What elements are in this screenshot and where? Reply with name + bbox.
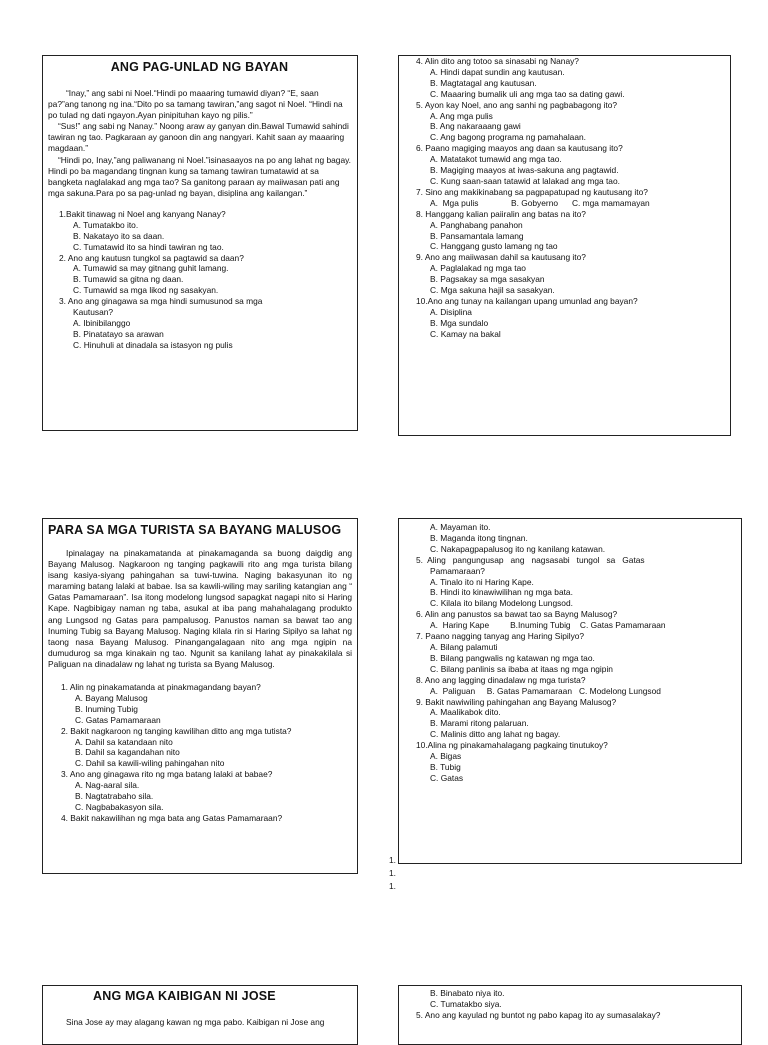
stray-number: 1. <box>389 868 396 878</box>
answer-option-row: A. Haring Kape B.Inuming Tubig C. Gatas Pamamaraan <box>430 620 666 631</box>
answer-option: C. Malinis ditto ang lahat ng bagay. <box>430 729 561 740</box>
answer-option: A. Tumawid sa may gitnang guhit lamang. <box>73 263 229 274</box>
answer-option: C. Kamay na bakal <box>430 328 501 339</box>
answer-option: A. Paglalakad ng mga tao <box>430 263 526 274</box>
answer-option: C. Hanggang gusto lamang ng tao <box>430 241 558 252</box>
answer-option: A. Ang mga pulis <box>430 110 493 121</box>
answer-option: C. Tumatakbo siya. <box>430 998 502 1009</box>
answer-option: A. Maalikabok dito. <box>430 707 501 718</box>
answer-option: C. Hinuhuli at dinadala sa istasyon ng pulis <box>73 339 233 350</box>
answer-option: A. Nag-aaral sila. <box>75 780 140 791</box>
worksheet-3-left <box>42 985 358 1045</box>
answer-option: A. Tinalo ito ni Haring Kape. <box>430 576 534 587</box>
answer-option: A. Disiplina <box>430 306 472 317</box>
answer-option: C. Tumatawid ito sa hindi tawiran ng tao. <box>73 241 224 252</box>
answer-option: C. Mga sakuna hajil sa sasakyan. <box>430 285 555 296</box>
worksheet-2-left <box>42 518 358 874</box>
answer-option: A. Hindi dapat sundin ang kautusan. <box>430 66 565 77</box>
question-text: 1.Bakit tinawag ni Noel ang kanyang Nanay? <box>59 208 226 219</box>
answer-option: A. Dahil sa katandaan nito <box>75 736 173 747</box>
answer-option-row: A. Paliguan B. Gatas Pamamaraan C. Modelong Lungsod <box>430 685 661 696</box>
answer-option: B. Nagtatrabaho sila. <box>75 791 154 802</box>
answer-option: B. Mga sundalo <box>430 317 489 328</box>
question-text: 8. Hanggang kalian paiiralin ang batas na ito? <box>416 208 586 219</box>
answer-option: C. Gatas <box>430 772 464 783</box>
question-text: 7. Paano nagging tanyag ang Haring Sipilyo? <box>416 631 585 642</box>
answer-option: A. Matatakot tumawid ang mga tao. <box>430 154 562 165</box>
story-paragraph-3: “Hindi po, Inay,”ang paliwanang ni Noel.”isinasaayos na po ang lahat ng bagay. Hindi po ba magandang tingnan kung sa tamang tawiran tumatawid at sa bangketa naglalakad ang mga tao? Sa ganitong paraan ay maiiwasan pati ang mga sakuna.Para po sa pag-unlad ng bayan, disiplina ang kailangan.” <box>48 154 352 198</box>
worksheet-1-right <box>398 55 731 436</box>
question-text: 6. Paano magiging maayos ang daan sa kautusang ito? <box>416 143 623 154</box>
story-title: ANG MGA KAIBIGAN NI JOSE <box>93 989 276 1003</box>
answer-option: A. Ibinibilanggo <box>73 318 131 328</box>
question-list <box>48 209 351 351</box>
question-text: 1. Alin ng pinakamatanda at pinakmagandang bayan? <box>61 682 261 693</box>
answer-option: C. Gatas Pamamaraan <box>75 714 161 725</box>
answer-option: C. Kung saan-saan tatawid at lalakad ang mga tao. <box>430 175 620 186</box>
answer-option: C. Tumawid sa mga likod ng sasakyan. <box>73 285 219 296</box>
question-text: 5. Ayon kay Noel, ano ang sanhi ng pagbabagong ito? <box>416 99 618 110</box>
question-text: 6. Alin ang panustos sa bawat tao sa Bayng Malusog? <box>416 609 618 620</box>
story-paragraph: Sina Jose ay may alagang kawan ng mga pabo. Kaibigan ni Jose ang <box>66 1017 325 1027</box>
answer-option: B. Magtatagal ang kautusan. <box>430 77 537 88</box>
answer-option: B. Inuming Tubig <box>75 703 138 714</box>
answer-option: B. Dahil sa kagandahan nito <box>75 747 180 758</box>
question-text: 4. Bakit nakawilihan ng mga bata ang Gatas Pamamaraan? <box>61 812 283 823</box>
answer-option: C. Bilang panlinis sa ibaba at itaas ng mga ngipin <box>430 663 613 674</box>
answer-option: C. Nagbabakasyon sila. <box>75 802 164 812</box>
answer-option: B. Maganda itong tingnan. <box>430 532 528 543</box>
answer-option: C. Kilala ito bilang Modelong Lungsod. <box>430 598 573 609</box>
answer-option: A. Mayaman ito. <box>430 522 491 532</box>
stray-number: 1. <box>389 855 396 865</box>
answer-option: C. Maaaring bumalik uli ang mga tao sa dating gawi. <box>430 88 625 99</box>
worksheet-1-left <box>42 55 358 431</box>
answer-option: A. Tumatakbo ito. <box>73 219 139 230</box>
worksheet-2-right <box>398 518 742 864</box>
question-text: 10.Alina ng pinakamahalagang pagkaing tinutukoy? <box>416 740 608 751</box>
question-text: 3. Ano ang ginagawa rito ng mga batang lalaki at babae? <box>61 769 273 780</box>
answer-option: B. Pansamantala lamang <box>430 230 524 241</box>
question-text: 3. Ano ang ginagawa sa mga hindi sumusunod sa mga <box>59 296 263 307</box>
answer-option: B. Bilang pangwalis ng katawan ng mga tao. <box>430 652 595 663</box>
answer-option-row: A. Mga pulis B. Gobyerno C. mga mamamayan <box>430 197 650 208</box>
question-text-continued: Pamamaraan? <box>430 565 485 576</box>
answer-option: C. Nakapagpapalusog ito ng kanilang katawan. <box>430 543 606 554</box>
question-text: 9. Ano ang maiiwasan dahil sa kautusang ito? <box>416 252 586 263</box>
answer-option: B. Pagsakay sa mga sasakyan <box>430 274 545 285</box>
answer-option: B. Magiging maayos at iwas-sakuna ang pagtawid. <box>430 165 619 176</box>
stray-number: 1. <box>389 881 396 891</box>
question-text: 2. Bakit nagkaroon ng tanging kawilihan ditto ang mga tutista? <box>61 725 292 736</box>
question-text: 10.Ano ang tunay na kailangan upang umunlad ang bayan? <box>416 295 638 306</box>
answer-option: B. Hindi ito kinawiwilihan ng mga bata. <box>430 587 573 598</box>
answer-option: A. Bilang palamuti <box>430 641 498 652</box>
question-text: 8. Ano ang lagging dinadalaw ng mga turista? <box>416 674 586 685</box>
story-title: PARA SA MGA TURISTA SA BAYANG MALUSOG <box>48 523 342 537</box>
question-list <box>48 682 352 824</box>
answer-option: A. Panghabang panahon <box>430 219 523 230</box>
story-paragraph-1: “Inay,” ang sabi ni Noel.“Hindi po maaaring tumawid diyan? “E, saan pa?”ang tanong ng ina.“Dito po sa tamang tawiran,”ang sagot ni Noel. “Hindi na po tulad ng dati ngayon.Ayan pinipituhan kayo ng pilis.” <box>48 88 343 121</box>
question-text-continued: Kautusan? <box>73 307 114 318</box>
story-paragraph-2: “Sus!” ang sabi ng Nanay.” Noong araw ay ganyan din.Bawal Tumawid sahindi tawiran ng tao. Pagkaraan ay ganoon din ang nangyari. Kahit saan ay maaaring magdaan.” <box>48 121 349 154</box>
answer-option: C. Ang bagong programa ng pamahalaan. <box>430 132 586 143</box>
question-text: 9. Bakit nawiwiling pahingahan ang Bayang Malusog? <box>416 696 617 707</box>
answer-option: A. Bayang Malusog <box>75 692 148 703</box>
answer-option: B. Pinatatayo sa arawan <box>73 328 164 339</box>
answer-option: A. Bigas <box>430 751 462 762</box>
worksheet-3-right <box>398 985 742 1045</box>
story-paragraph: Ipinalagay na pinakamatanda at pinakamaganda sa buong daigdig ang Bayang Malusog. Nagkaroon ng tanging pagkawili rito ang mga turista bilang isang kasiya-siyang pahingahan sa tuwi-tuwina. Naging bakasyunan ito ng maraming batang lalaki at babae. Isa sa kawili-wiling may sariling katangian ang “ Gatas Pamamaraan”. Isa itong modelong lungsod sapagkat nagapi nito si Haring Kape. Nagbibigay naman ng taba, asukal at iba pang mahahalagang produkto ang Lungsod ng Gatas para pampalusog. Panustos naman sa bawat tao ang Inuming Tubig sa Bayang Malusog. Naging kilala rin si Haring Sipilyo sa lahat ng taong nasa Bayang Malusog. Pinangangalagaan nito ang mga ngipin na dumudurog sa mga kinakain ng tao. Ngunit sa kanilang lahat ay pinakakilala si Paliguan na dinadalaw ng lahat ng turista sa Byang Malusog. <box>48 548 352 669</box>
story-title: ANG PAG-UNLAD NG BAYAN <box>110 60 289 74</box>
answer-option: B. Nakatayo ito sa daan. <box>73 230 165 241</box>
answer-option: B. Tubig <box>430 761 461 772</box>
question-text: 5. Ano ang kayulad ng buntot ng pabo kapag ito ay sumasalakay? <box>416 1009 661 1020</box>
answer-option: C. Dahil sa kawili-wiling pahingahan nito <box>75 758 225 769</box>
question-text: 4. Alin dito ang totoo sa sinasabi ng Nanay? <box>416 56 579 66</box>
answer-option: B. Binabato niya ito. <box>430 988 505 998</box>
question-text: 2. Ano ang kautusn tungkol sa pagtawid sa daan? <box>59 252 244 263</box>
question-text: 5. Aling pangungusap ang nagsasabi tungol sa Gatas <box>416 554 645 565</box>
answer-option: B. Marami ritong palaruan. <box>430 718 529 729</box>
answer-option: B. Tumawid sa gitna ng daan. <box>73 274 184 285</box>
answer-option: B. Ang nakaraaang gawi <box>430 121 521 132</box>
question-text: 7. Sino ang makikinabang sa pagpapatupad ng kautusang ito? <box>416 186 648 197</box>
